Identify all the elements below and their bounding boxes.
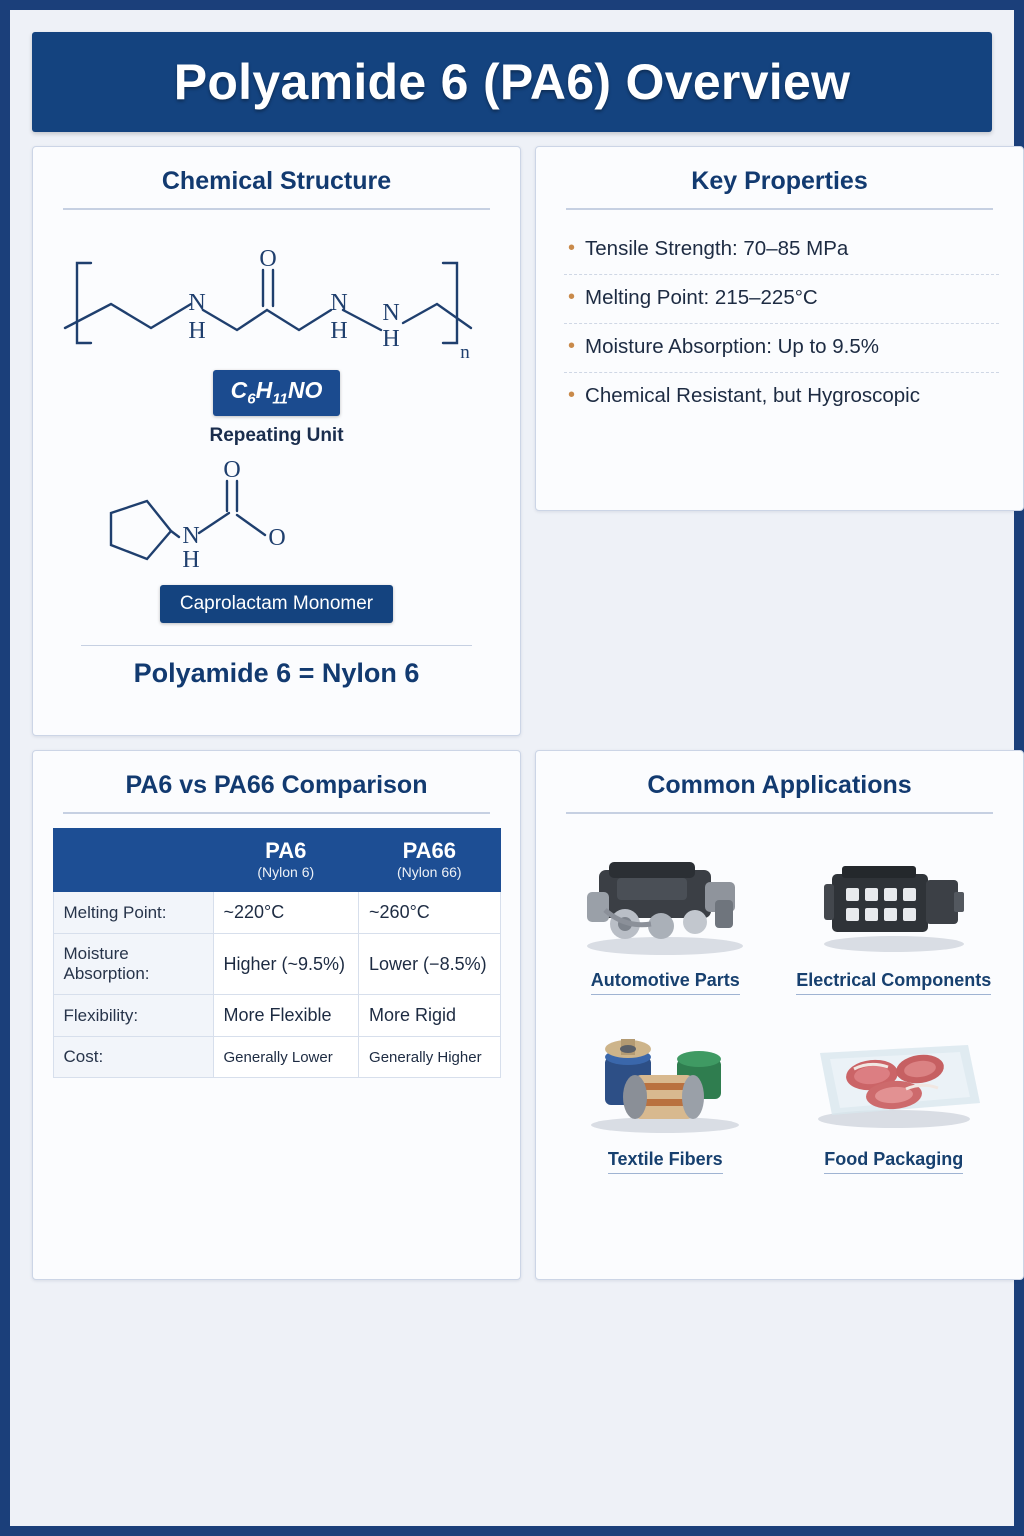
application-item-packaging: [783, 1007, 1006, 1180]
property-text: Chemical Resistant, but Hygroscopic: [585, 384, 920, 407]
chemical-structure-card: [32, 146, 521, 736]
application-label: Electrical Components: [796, 970, 991, 995]
content-grid: [24, 146, 1000, 1280]
comparison-table: [53, 828, 501, 1078]
table-row: [53, 995, 500, 1037]
table-header-blank: [53, 829, 213, 892]
infographic-page: [10, 10, 1014, 1526]
heading-divider: [63, 812, 490, 814]
repeating-unit-caption: Repeating Unit: [209, 424, 344, 446]
cell-pa6: ~220°C: [213, 892, 359, 934]
cell-pa66: More Rigid: [359, 995, 500, 1037]
property-text: Melting Point: 215–225°C: [585, 286, 818, 309]
atom-label-ring-H: H: [182, 546, 200, 573]
row-label: Moisture Absorption:: [53, 934, 213, 995]
polymer-chain-svg: [51, 218, 481, 368]
atom-label-H2: H: [330, 318, 348, 344]
application-item-electrical: [783, 828, 1006, 1001]
applications-heading: Common Applications: [647, 771, 912, 799]
atom-label-H3: H: [382, 326, 400, 352]
table-row: [53, 1037, 500, 1078]
key-properties-list: [564, 226, 999, 421]
key-properties-card: [535, 146, 1024, 511]
atom-label-ring-O2: O: [268, 524, 286, 551]
list-item: [564, 324, 999, 373]
application-item-textile: [554, 1007, 777, 1180]
engine-icon: [558, 834, 773, 964]
table-row: [53, 892, 500, 934]
heading-divider: [63, 208, 490, 210]
table-header-pa6: PA6 (Nylon 6): [213, 829, 359, 892]
subscript-n: n: [460, 342, 470, 363]
application-item-automotive: [554, 828, 777, 1001]
heading-divider: [566, 208, 993, 210]
atom-label-N3: N: [382, 300, 400, 326]
table-header-pa66: PA66 (Nylon 66): [359, 829, 500, 892]
list-item: [564, 373, 999, 421]
bullet-icon: •: [568, 286, 576, 308]
caprolactam-monomer-label: Caprolactam Monomer: [160, 585, 393, 623]
cell-pa66: Lower (−8.5%): [359, 934, 500, 995]
polymer-structure-diagram: [51, 218, 502, 368]
row-label: Flexibility:: [53, 995, 213, 1037]
connector-icon: [787, 834, 1002, 964]
comparison-heading: PA6 vs PA66 Comparison: [125, 771, 428, 799]
list-item: [564, 226, 999, 275]
table-header-row: [53, 829, 500, 892]
bullet-icon: •: [568, 384, 576, 406]
cell-pa6: Higher (~9.5%): [213, 934, 359, 995]
atom-label-H: H: [188, 318, 206, 344]
page-title-bar: [32, 32, 992, 132]
cell-pa66: Generally Higher: [359, 1037, 500, 1078]
caprolactam-structure-diagram: [51, 461, 502, 581]
cell-pa66: ~260°C: [359, 892, 500, 934]
cell-pa6: Generally Lower: [213, 1037, 359, 1078]
atom-label-N: N: [188, 290, 206, 316]
row-label: Cost:: [53, 1037, 213, 1078]
comparison-card: [32, 750, 521, 1280]
equation-divider: [81, 645, 472, 646]
atom-label-N2: N: [330, 290, 348, 316]
spool-icon: [558, 1013, 773, 1143]
atom-label-ring-N: N: [182, 522, 200, 549]
cell-pa6: More Flexible: [213, 995, 359, 1037]
repeating-unit-formula: $C_6H_{11}NO$: [213, 370, 341, 416]
heading-divider: [566, 812, 993, 814]
row-label: Melting Point:: [53, 892, 213, 934]
caprolactam-svg: [51, 461, 351, 581]
chemical-structure-heading: Chemical Structure: [161, 167, 392, 195]
application-label: Automotive Parts: [591, 970, 740, 995]
bullet-icon: •: [568, 237, 576, 259]
atom-label-O: O: [259, 246, 277, 272]
applications-card: [535, 750, 1024, 1280]
property-text: Moisture Absorption: Up to 9.5%: [585, 335, 880, 358]
bullet-icon: •: [568, 335, 576, 357]
table-row: [53, 934, 500, 995]
list-item: [564, 275, 999, 324]
application-label: Textile Fibers: [608, 1149, 723, 1174]
page-title: Polyamide 6 (PA6) Overview: [173, 54, 851, 110]
atom-label-ring-O: O: [223, 460, 241, 483]
application-label: Food Packaging: [824, 1149, 963, 1174]
nylon-equation: Polyamide 6 = Nylon 6: [133, 657, 420, 688]
key-properties-heading: Key Properties: [691, 167, 868, 195]
meat-tray-icon: [787, 1013, 1002, 1143]
property-text: Tensile Strength: 70–85 MPa: [585, 237, 849, 260]
applications-grid: [554, 828, 1005, 1180]
